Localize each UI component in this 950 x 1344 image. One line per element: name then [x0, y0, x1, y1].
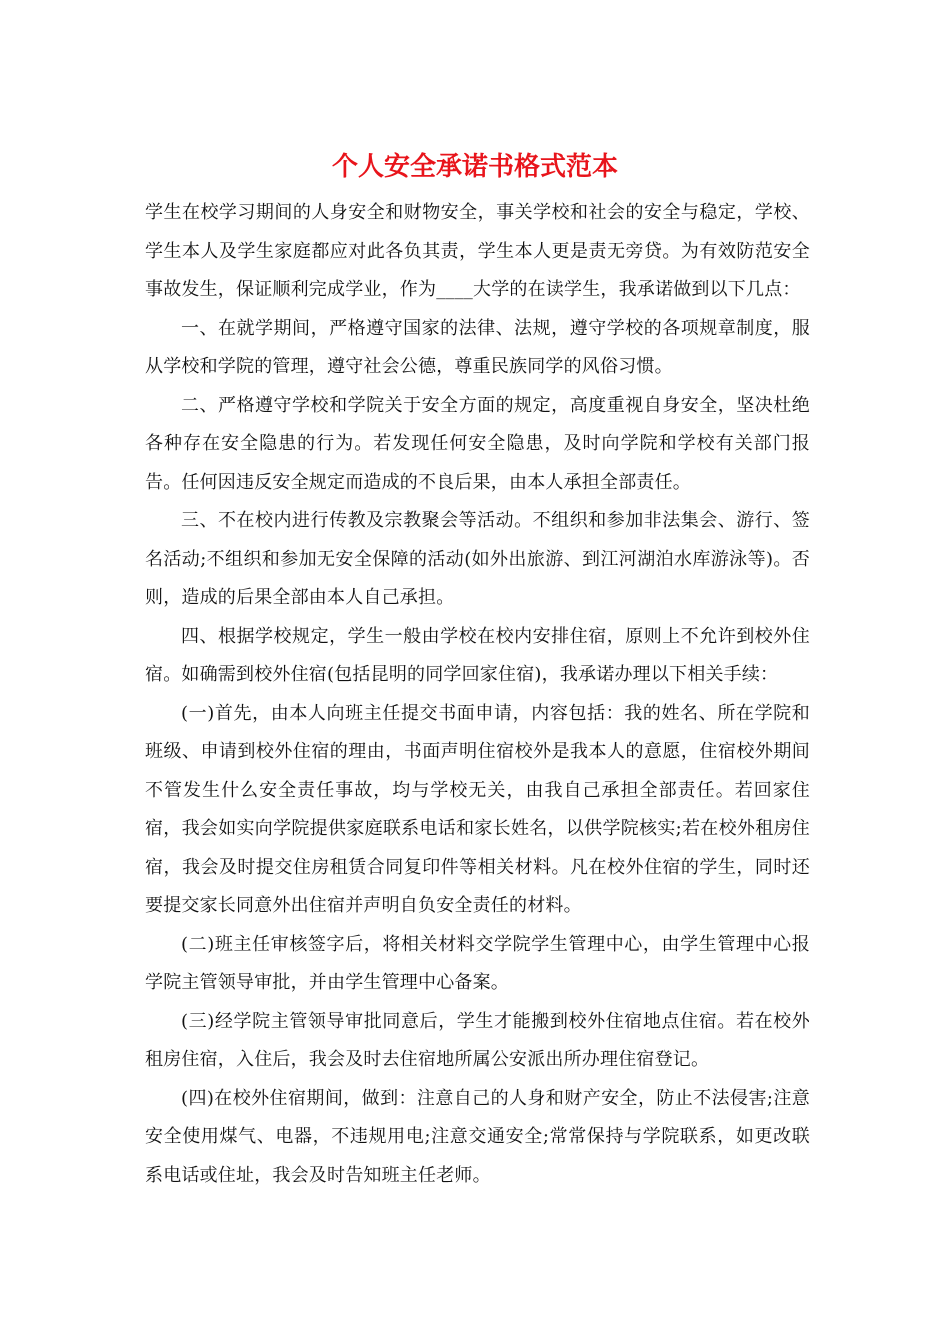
document-body	[145, 194, 810, 1195]
clause-3-paragraph: 三、不在校内进行传教及宗教聚会等活动。不组织和参加非法集会、游行、签名活动;不组织和参加无安全保障的活动(如外出旅游、到江河湖泊水库游泳等)。否则，造成的后果全部由本人自己承担。	[145, 510, 810, 608]
subclause-3-paragraph: (三)经学院主管领导审批同意后，学生才能搬到校外住宿地点住宿。若在校外租房住宿，入住后，我会及时去住宿地所属公安派出所办理住宿登记。	[145, 1010, 810, 1070]
intro-paragraph: 学生在校学习期间的人身安全和财物安全，事关学校和社会的安全与稳定，学校、学生本人及学生家庭都应对此各负其责，学生本人更是责无旁贷。为有效防范安全事故发生，保证顺利完成学业，作为____大学的在读学生，我承诺做到以下几点：	[145, 202, 810, 300]
subclause-4-paragraph: (四)在校外住宿期间，做到：注意自己的人身和财产安全，防止不法侵害;注意安全使用煤气、电器，不违规用电;注意交通安全;常常保持与学院联系，如更改联系电话或住址，我会及时告知班主任老师。	[145, 1087, 810, 1186]
subclause-1-paragraph: (一)首先，由本人向班主任提交书面申请，内容包括：我的姓名、所在学院和班级、申请到校外住宿的理由，书面声明住宿校外是我本人的意愿，住宿校外期间不管发生什么安全责任事故，均与学校无关，由我自己承担全部责任。若回家住宿，我会如实向学院提供家庭联系电话和家长姓名，以供学院核实;若在校外租房住宿，我会及时提交住房租赁合同复印件等相关材料。凡在校外住宿的学生，同时还要提交家长同意外出住宿并声明自负安全责任的材料。	[145, 702, 810, 916]
clause-1-paragraph: 一、在就学期间，严格遵守国家的法律、法规，遵守学校的各项规章制度，服从学校和学院的管理，遵守社会公德，尊重民族同学的风俗习惯。	[145, 317, 810, 377]
document-title: 个人安全承诺书格式范本	[331, 152, 618, 182]
clause-4-paragraph: 四、根据学校规定，学生一般由学校在校内安排住宿，原则上不允许到校外住宿。如确需到校外住宿(包括昆明的同学回家住宿)，我承诺办理以下相关手续：	[145, 625, 810, 685]
subclause-2-paragraph: (二)班主任审核签字后，将相关材料交学院学生管理中心，由学生管理中心报学院主管领导审批，并由学生管理中心备案。	[145, 933, 810, 993]
clause-2-paragraph: 二、严格遵守学校和学院关于安全方面的规定，高度重视自身安全，坚决杜绝各种存在安全隐患的行为。若发现任何安全隐患，及时向学院和学校有关部门报告。任何因违反安全规定而造成的不良后果，由本人承担全部责任。	[145, 394, 810, 493]
